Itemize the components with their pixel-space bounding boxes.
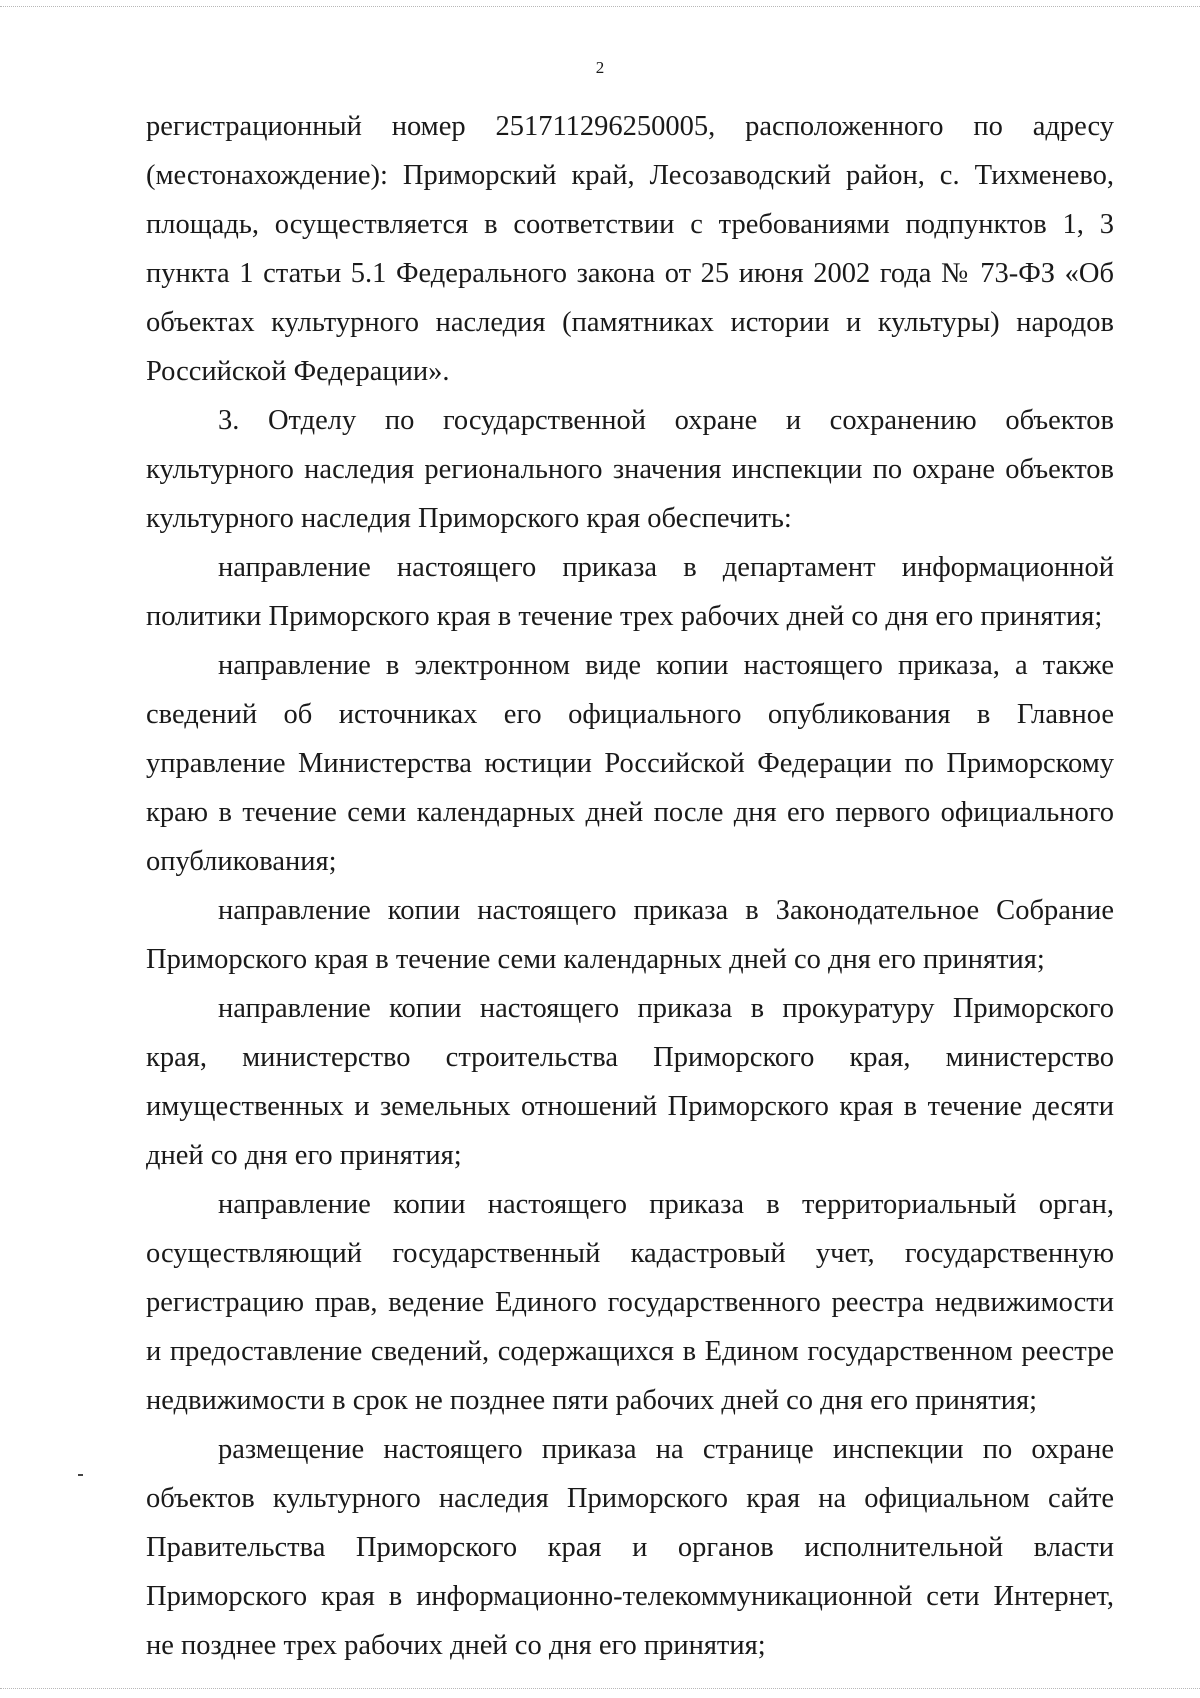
paragraph-website-publication: размещение настоящего приказа на странице инспекции по охране объектов культурного наследия Приморского края на официальном сайте Правительства Приморского края и органов исполнительной власти Приморского края в информационно-телекоммуникационной сети Интернет, не позднее трех рабочих дней со дня его принятия; xyxy=(146,1434,1114,1661)
scan-edge-bottom xyxy=(0,1688,1200,1689)
paragraph-info-policy: направление настоящего приказа в департамент информационной политики Приморского края в течение трех рабочих дней со дня его принятия; xyxy=(146,552,1114,632)
paragraph-item-3: 3. Отделу по государственной охране и сохранению объектов культурного наследия регионального значения инспекции по охране объектов культурного наследия Приморского края обеспечить: xyxy=(146,405,1114,534)
paragraph-continuation xyxy=(146,102,1114,396)
paragraph-cadastral-registry: направление копии настоящего приказа в территориальный орган, осуществляющий государственный кадастровый учет, государственную регистрацию прав, ведение Единого государственного реестра недвижимости и предоставление сведений, содержащихся в Едином государственном реестре недвижимости в срок не позднее пяти рабочих дней со дня его принятия; xyxy=(146,1189,1114,1416)
paragraph-legislative-assembly: направление копии настоящего приказа в Законодательное Собрание Приморского края в течение семи календарных дней со дня его принятия; xyxy=(146,895,1114,975)
paragraph-rest: (местонахождение): Приморский край, Лесозаводский район, с. Тихменево, площадь, осуществляется в соответствии с требованиями подпунктов 1, 3 пункта 1 статьи 5.1 Федерального закона от 25 июня 2002 года № 73-ФЗ «Об объектах культурного наследия (памятниках истории и культуры) народов Российской Федерации». xyxy=(146,160,1114,387)
paragraph-prosecutor: направление копии настоящего приказа в прокуратуру Приморского края, министерство строительства Приморского края, министерство имущественных и земельных отношений Приморского края в течение десяти дней со дня его принятия; xyxy=(146,993,1114,1171)
paragraph-ministry-justice: направление в электронном виде копии настоящего приказа, а также сведений об источниках его официального опубликования в Главное управление Министерства юстиции Российской Федерации по Приморскому краю в течение семи календарных дней после дня его первого официального опубликования; xyxy=(146,650,1114,877)
scan-artifact-mark xyxy=(78,1474,83,1476)
page-number: 2 xyxy=(595,58,605,77)
document-body xyxy=(146,102,1114,1670)
scan-edge-top xyxy=(0,6,1200,7)
paragraph-first-line: регистрационный номер 251711296250005, расположенного по адресу xyxy=(146,111,1114,142)
